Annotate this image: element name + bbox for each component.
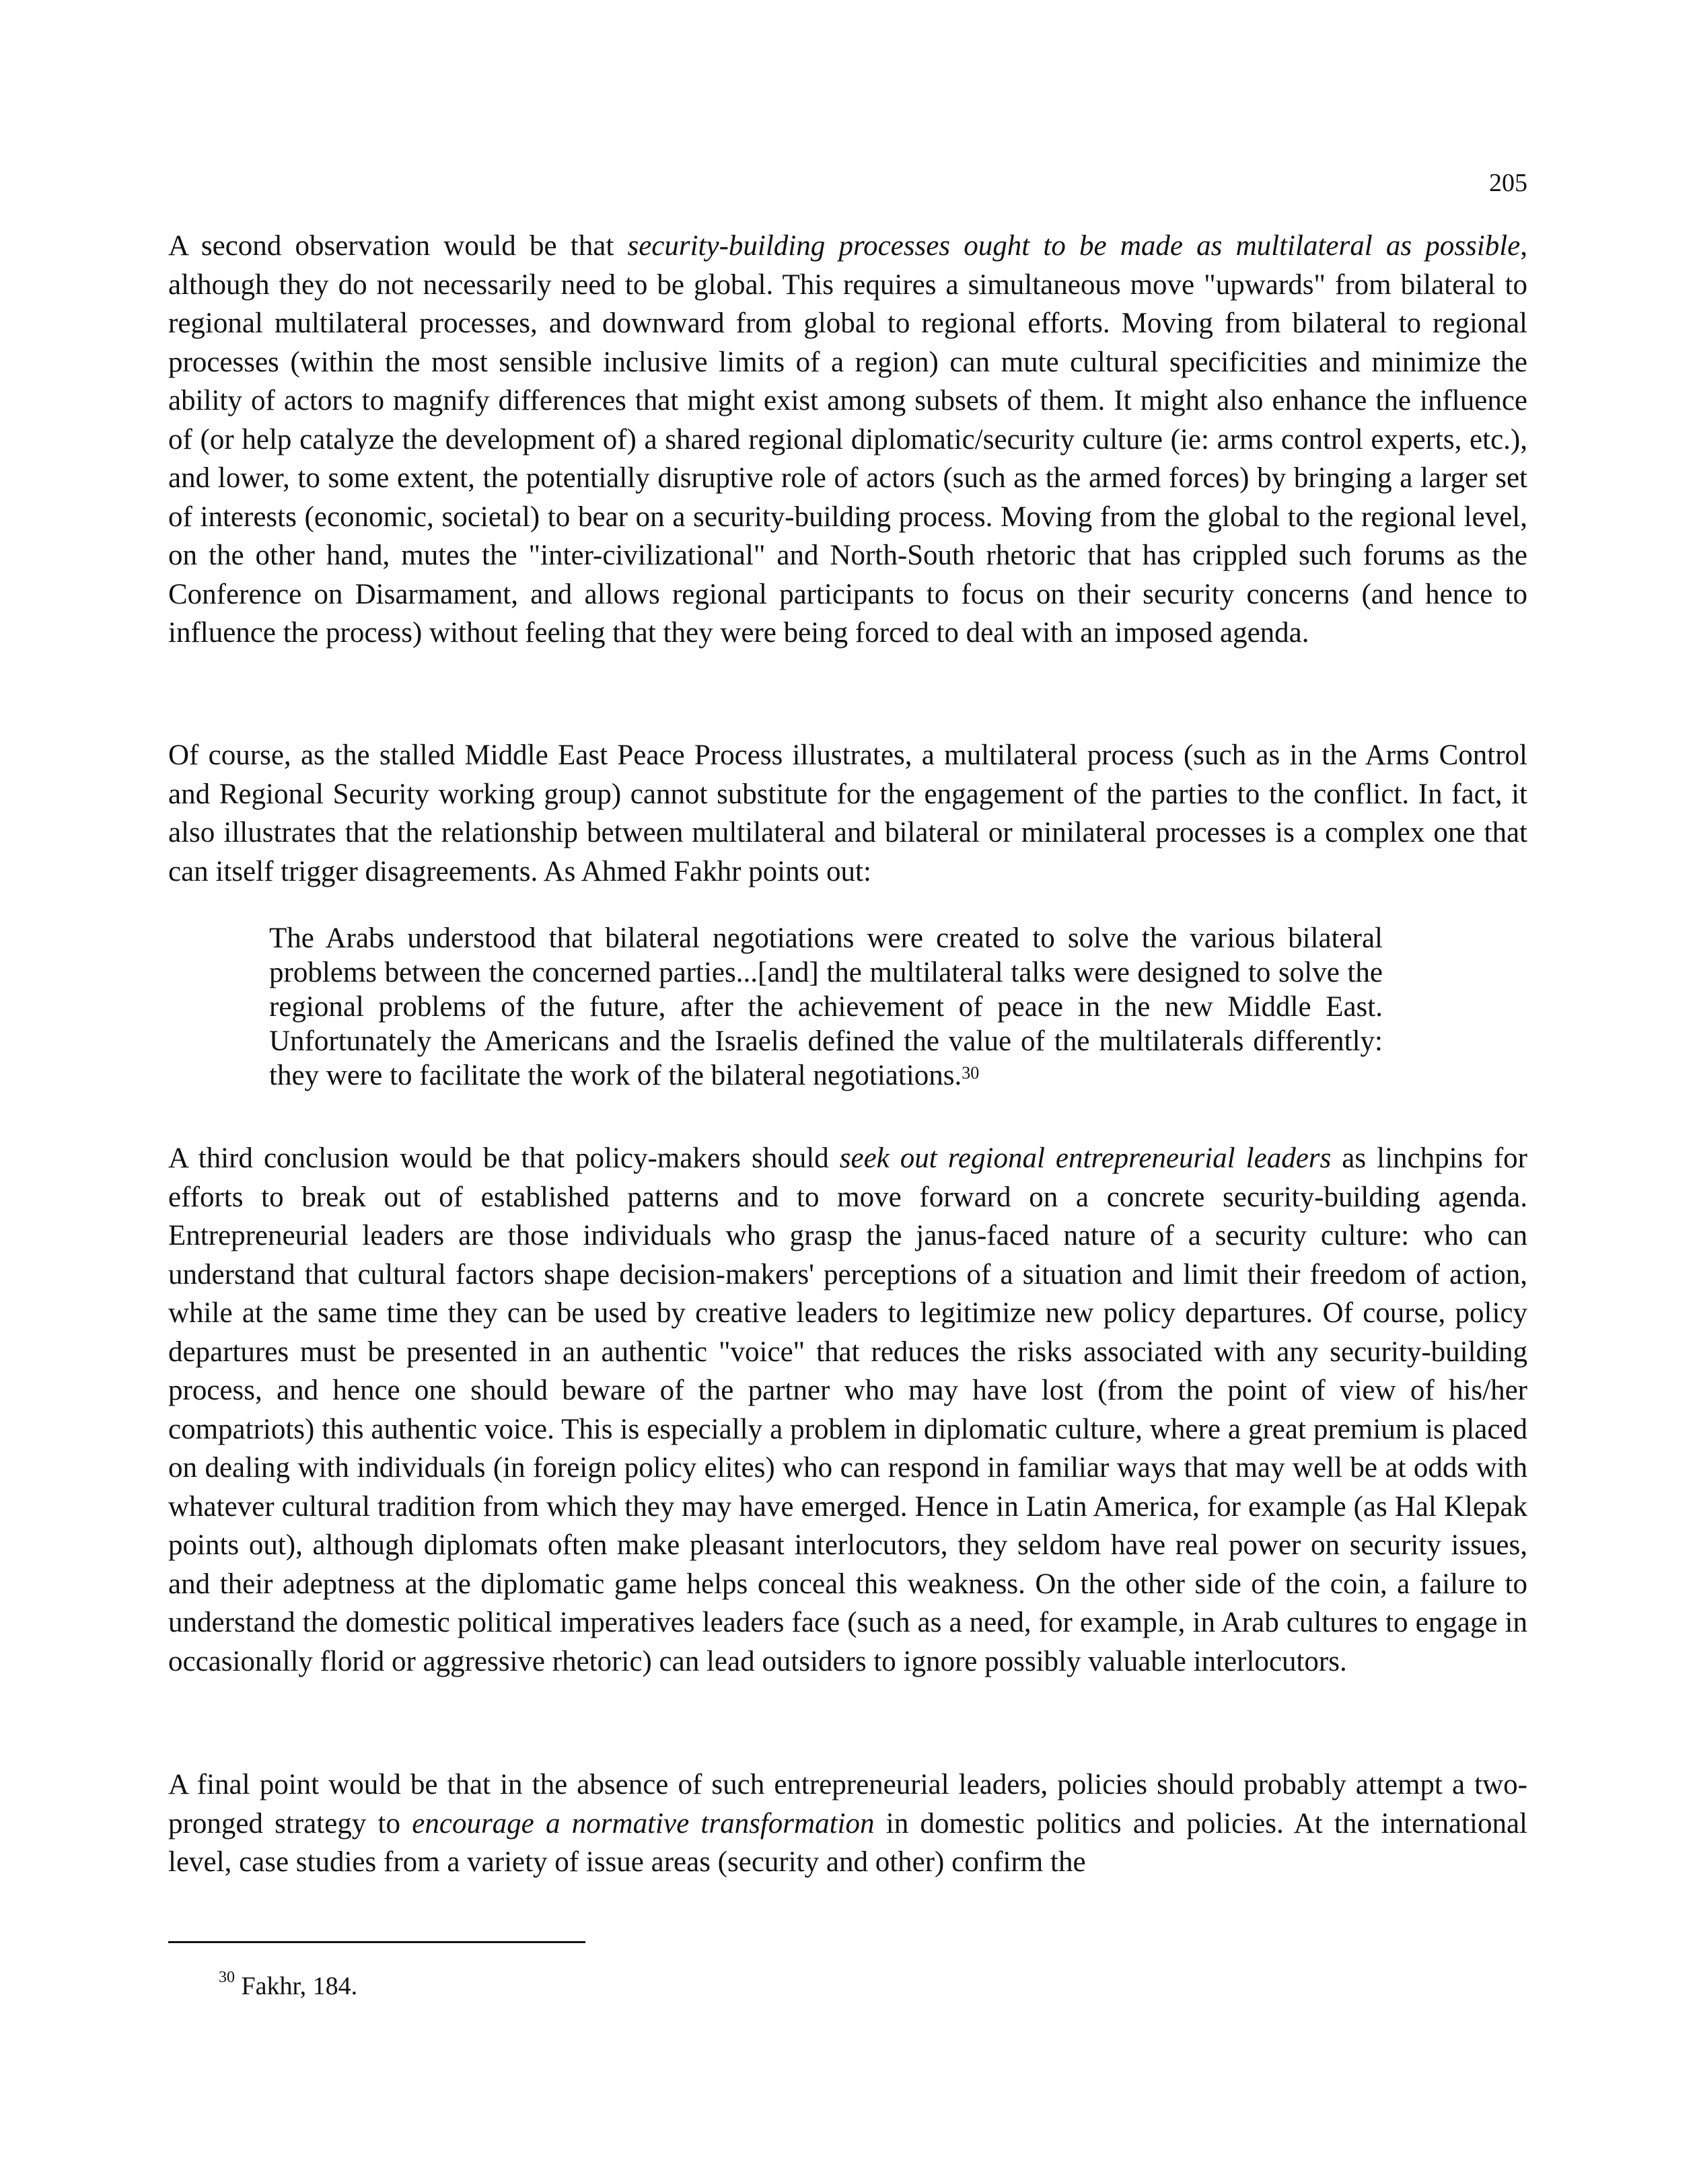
page-number: 205 (1489, 169, 1527, 197)
paragraph-text: in domestic politics and policies. At the international level, case studies from a variety of issue areas (security and other) confirm the (168, 1807, 1527, 1878)
paragraph-normative-transformation (168, 1766, 1527, 1882)
block-quote (269, 921, 1383, 1093)
footnote-divider (168, 1941, 585, 1943)
paragraph-peace-process: Of course, as the stalled Middle East Peace Process illustrates, a multilateral process (such as in the Arms Control and Regional Security working group) cannot substitute for the engagement of the parties to the conflict. In fact, it also illustrates that the relationship between multilateral and bilateral or minilateral processes is a complex one that can itself trigger disagreements. As Ahmed Fakhr points out: (168, 739, 1527, 887)
paragraph-multilateral (168, 227, 1527, 653)
footnote-reference[interactable]: 30 (962, 1063, 980, 1083)
paragraph-text: A final point would be that in the absence of such entrepreneurial leaders, policies should probably attempt a two-pronged strategy to (168, 1769, 1527, 1840)
paragraph-text: A second observation would be that (168, 230, 628, 262)
footnote-text: Fakhr, 184. (235, 1972, 358, 2000)
footnote (219, 1971, 357, 2001)
quote-text: The Arabs understood that bilateral negotiations were created to solve the various bilateral problems between the concerned parties...[and] the multilateral talks were designed to solve the regional problems of the future, after the achievement of peace in the new Middle East. Unfortunately the Americans and the Israelis defined the value of the multilaterals differently: they were to facilitate the work of the bilateral negotiations. (269, 922, 1383, 1091)
emphasis-text: seek out regional entrepreneurial leaders (839, 1142, 1332, 1174)
footnote-number: 30 (219, 1969, 235, 1986)
paragraph-entrepreneurial-leaders (168, 1139, 1527, 1681)
emphasis-text: security-building processes ought to be made as multilateral as possible (627, 230, 1521, 262)
paragraph-text: A third conclusion would be that policy-makers should (168, 1142, 840, 1174)
paragraph-text: as linchpins for efforts to break out of established patterns and to move forward on a concrete security-building agenda. Entrepreneurial leaders are those individuals who grasp the janus-faced nature of a security culture: who can understand that cultural factors shape decision-makers' perceptions of a situation and limit their freedom of action, while at the same time they can be used by creative leaders to legitimize new policy departures. Of course, policy departures must be presented in an authentic "voice" that reduces the risks associated with any security-building process, and hence one should beware of the partner who may have lost (from the point of view of his/her compatriots) this authentic voice. This is especially a problem in diplomatic culture, where a great premium is placed on dealing with individuals (in foreign policy elites) who can respond in familiar ways that may well be at odds with whatever cultural tradition from which they may have emerged. Hence in Latin America, for example (as Hal Klepak points out), although diplomats often make pleasant interlocutors, they seldom have real power on security issues, and their adeptness at the diplomatic game helps conceal this weakness. On the other side of the coin, a failure to understand the domestic political imperatives leaders face (such as a need, for example, in Arab cultures to engage in occasionally florid or aggressive rhetoric) can lead outsiders to ignore possibly valuable interlocutors. (168, 1142, 1527, 1677)
emphasis-text: encourage a normative transformation (412, 1807, 875, 1840)
paragraph-text: , although they do not necessarily need to be global. This requires a simultaneous move "upwards" from bilateral to regional multilateral processes, and downward from global to regional efforts. Moving from bilateral to regional processes (within the most sensible inclusive limits of a region) can mute cultural specificities and minimize the ability of actors to magnify differences that might exist among subsets of them. It might also enhance the influence of (or help catalyze the development of) a shared regional diplomatic/security culture (ie: arms control experts, etc.), and lower, to some extent, the potentially disruptive role of actors (such as the armed forces) by bringing a larger set of interests (economic, societal) to bear on a security-building process. Moving from the global to the regional level, on the other hand, mutes the "inter-civilizational" and North-South rhetoric that has crippled such forums as the Conference on Disarmament, and allows regional participants to focus on their security concerns (and hence to influence the process) without feeling that they were being forced to deal with an imposed agenda. (168, 230, 1527, 649)
